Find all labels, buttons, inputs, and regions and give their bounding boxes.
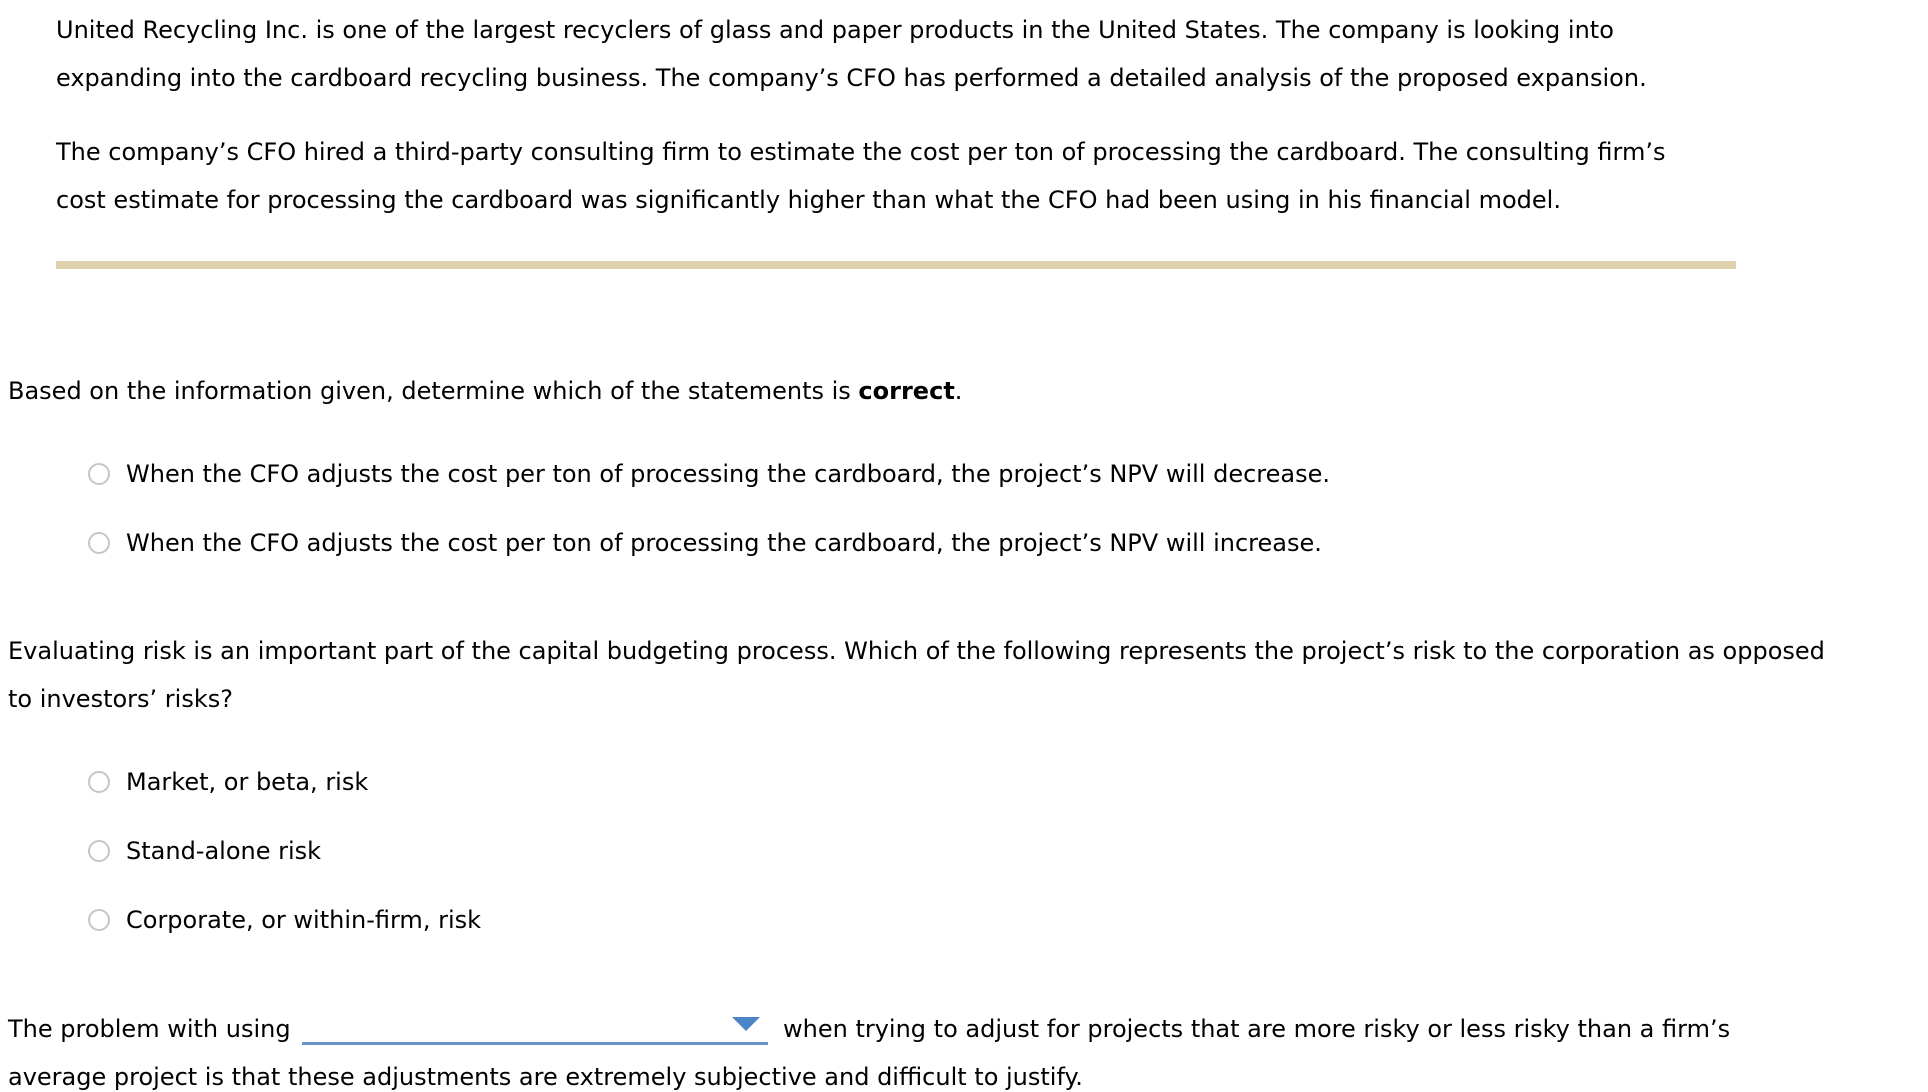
- radio-button[interactable]: [88, 909, 110, 931]
- chevron-down-icon[interactable]: [732, 1017, 760, 1031]
- radio-button[interactable]: [88, 771, 110, 793]
- intro-paragraph-2-line-1: The company’s CFO hired a third-party consulting firm to estimate the cost per ton of processing the cardboard. The consulting firm’s: [56, 138, 1666, 166]
- radio-button[interactable]: [88, 840, 110, 862]
- dropdown-underline: [302, 1042, 768, 1045]
- question-1-prompt: [8, 376, 962, 406]
- question-1-option-decrease[interactable]: [88, 459, 1330, 489]
- option-label: When the CFO adjusts the cost per ton of processing the cardboard, the project’s NPV will increase.: [126, 529, 1322, 557]
- answer-dropdown[interactable]: [302, 1007, 768, 1045]
- intro-paragraph-2-line-2: cost estimate for processing the cardboard was significantly higher than what the CFO had been using in his financial model.: [56, 186, 1561, 214]
- question-1-prompt-text: Based on the information given, determine which of the statements is: [8, 377, 859, 405]
- intro-paragraph-1-line-1: United Recycling Inc. is one of the largest recyclers of glass and paper products in the United States. The company is looking into: [56, 16, 1614, 44]
- radio-button[interactable]: [88, 463, 110, 485]
- question-3-text-after: when trying to adjust for projects that are more risky or less risky than a firm’s: [783, 1015, 1731, 1043]
- question-3-text-line-2: average project is that these adjustments are extremely subjective and difficult to justify.: [8, 1063, 1083, 1091]
- option-label: Market, or beta, risk: [126, 768, 369, 796]
- question-1-option-increase[interactable]: [88, 528, 1322, 558]
- question-2-prompt-line-2: to investors’ risks?: [8, 685, 233, 713]
- section-divider: [56, 261, 1736, 269]
- question-2-option-corporate-risk[interactable]: [88, 905, 481, 935]
- radio-button[interactable]: [88, 532, 110, 554]
- question-2-option-stand-alone-risk[interactable]: [88, 836, 321, 866]
- option-label: Stand-alone risk: [126, 837, 322, 865]
- option-label: Corporate, or within-firm, risk: [126, 906, 482, 934]
- intro-paragraph-1-line-2: expanding into the cardboard recycling business. The company’s CFO has performed a detailed analysis of the proposed expansion.: [56, 64, 1647, 92]
- question-3-text-before: The problem with using: [8, 1015, 291, 1043]
- question-1-prompt-period: .: [954, 377, 963, 405]
- option-label: When the CFO adjusts the cost per ton of processing the cardboard, the project’s NPV will decrease.: [126, 460, 1330, 488]
- question-2-option-market-risk[interactable]: [88, 767, 368, 797]
- question-1-prompt-emphasis: correct: [858, 377, 955, 405]
- question-2-prompt-line-1: Evaluating risk is an important part of the capital budgeting process. Which of the following represents the project’s risk to the corporation as opposed: [8, 637, 1825, 665]
